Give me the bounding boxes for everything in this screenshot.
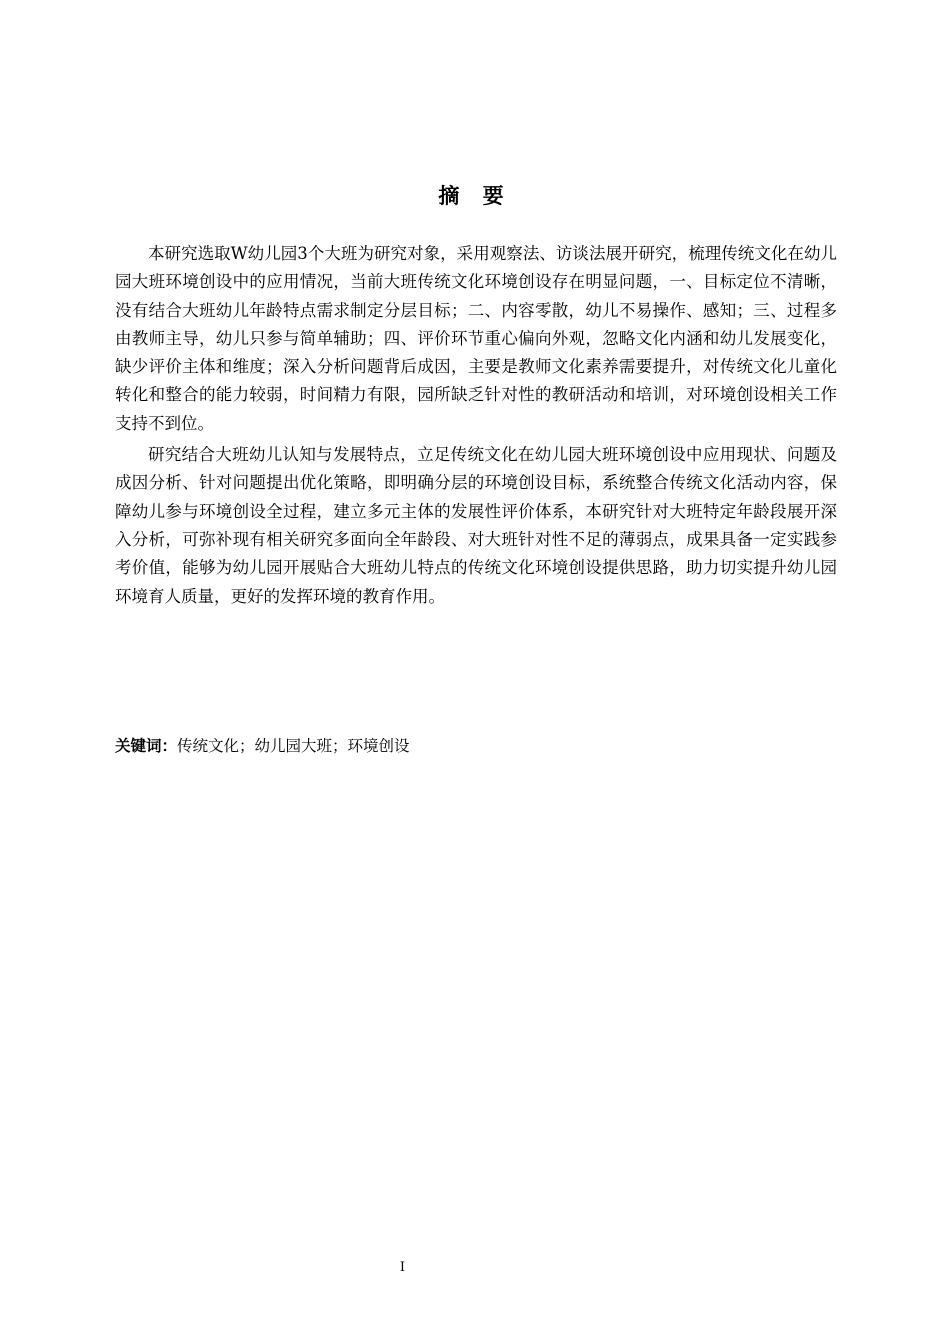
keywords-text: 传统文化；幼儿园大班；环境创设 bbox=[177, 737, 410, 755]
abstract-paragraph-2: 研究结合大班幼儿认知与发展特点，立足传统文化在幼儿园大班环境创设中应用现状、问题及成因分析、针对问题提出优化策略，即明确分层的环境创设目标，系统整合传统文化活动内容，保障幼儿参与环境创设全过程，建立多元主体的发展性评价体系，本研究针对大班特定年龄段展开深入分析，可弥补现有相关研究多面向全年龄段、对大班针对性不足的薄弱点，成果具备一定实践参考价值，能够为幼儿园开展贴合大班幼儿特点的传统文化环境创设提供思路，助力切实提升幼儿园环境育人质量，更好的发挥环境的教育作用。 bbox=[115, 445, 837, 606]
page-number: I bbox=[399, 1260, 406, 1275]
keywords-label: 关键词： bbox=[115, 737, 178, 755]
keywords-line bbox=[115, 733, 410, 759]
abstract-paragraph-1: 本研究选取W幼儿园3个大班为研究对象，采用观察法、访谈法展开研究，梳理传统文化在幼儿园大班环境创设中的应用情况，当前大班传统文化环境创设存在明显问题，一、目标定位不清晰，没有结合大班幼儿年龄特点需求制定分层目标；二、内容零散，幼儿不易操作、感知；三、过程多由教师主导，幼儿只参与简单辅助；四、评价环节重心偏向外观，忽略文化内涵和幼儿发展变化，缺少评价主体和维度；深入分析问题背后成因，主要是教师文化素养需要提升，对传统文化儿童化转化和整合的能力较弱，时间精力有限，园所缺乏针对性的教研活动和培训，对环境创设相关工作支持不到位。 bbox=[115, 244, 837, 433]
abstract-title: 摘 要 bbox=[438, 184, 512, 208]
abstract-body bbox=[115, 240, 837, 614]
